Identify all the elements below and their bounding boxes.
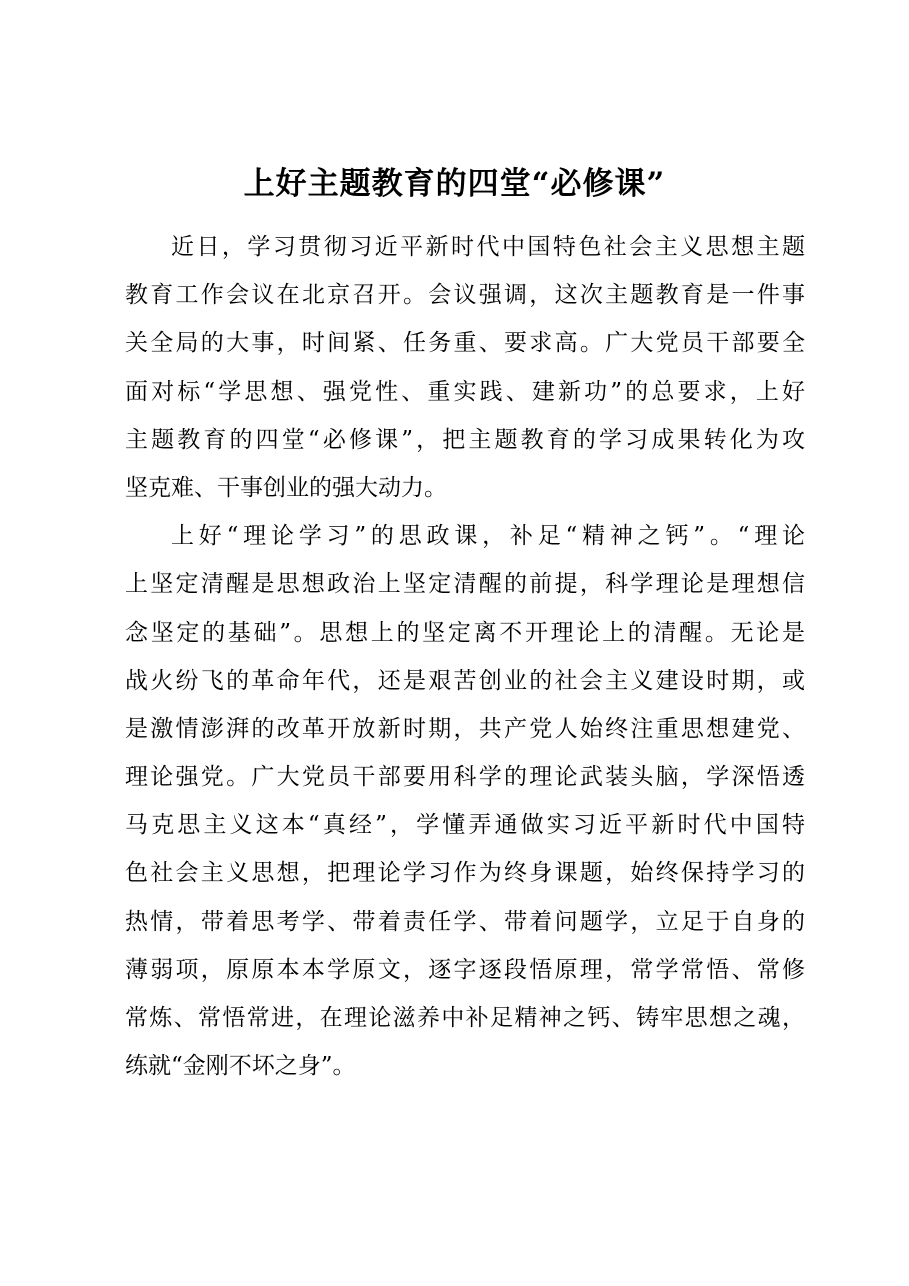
paragraph-line: 热情，带着思考学、带着责任学、带着问题学，立足于自身的: [125, 908, 805, 935]
paragraph-line: 念坚定的基础”。思想上的坚定离不开理论上的清醒。无论是: [125, 619, 805, 646]
paragraph-line: 关全局的大事，时间紧、任务重、要求高。广大党员干部要全: [125, 330, 805, 357]
paragraph-line: 上好“理论学习”的思政课，补足“精神之钙”。“理论: [171, 523, 805, 550]
paragraph-line: 坚克难、干事创业的强大动力。: [125, 474, 447, 501]
paragraph-1: [125, 223, 805, 512]
document-body: [125, 223, 805, 1090]
paragraph-line: 常炼、常悟常进，在理论滋养中补足精神之钙、铸牢思想之魂，: [125, 1005, 805, 1031]
paragraph-line: 战火纷飞的革命年代，还是艰苦创业的社会主义建设时期，或: [125, 667, 805, 694]
paragraph-line: 理论强党。广大党员干部要用科学的理论武装头脑，学深悟透: [125, 764, 805, 791]
paragraph-line: 上坚定清醒是思想政治上坚定清醒的前提，科学理论是理想信: [125, 571, 805, 598]
paragraph-line: 教育工作会议在北京召开。会议强调，这次主题教育是一件事: [125, 282, 805, 309]
paragraph-2: [125, 512, 805, 1090]
paragraph-line: 面对标“学思想、强党性、重实践、建新功”的总要求，上好: [125, 378, 805, 405]
paragraph-line: 是激情澎湃的改革开放新时期，共产党人始终注重思想建党、: [125, 715, 805, 742]
paragraph-line: 主题教育的四堂“必修课”，把主题教育的学习成果转化为攻: [125, 426, 805, 453]
document-title: 上好主题教育的四堂“必修课”: [243, 166, 666, 202]
paragraph-line: 色社会主义思想，把理论学习作为终身课题，始终保持学习的: [125, 860, 805, 887]
paragraph-line: 马克思主义这本“真经”，学懂弄通做实习近平新时代中国特: [125, 812, 805, 839]
paragraph-line: 练就“金刚不坏之身”。: [125, 1053, 356, 1080]
paragraph-line: 薄弱项，原原本本学原文，逐字逐段悟原理，常学常悟、常修: [125, 956, 805, 983]
paragraph-line: 近日，学习贯彻习近平新时代中国特色社会主义思想主题: [171, 234, 805, 260]
